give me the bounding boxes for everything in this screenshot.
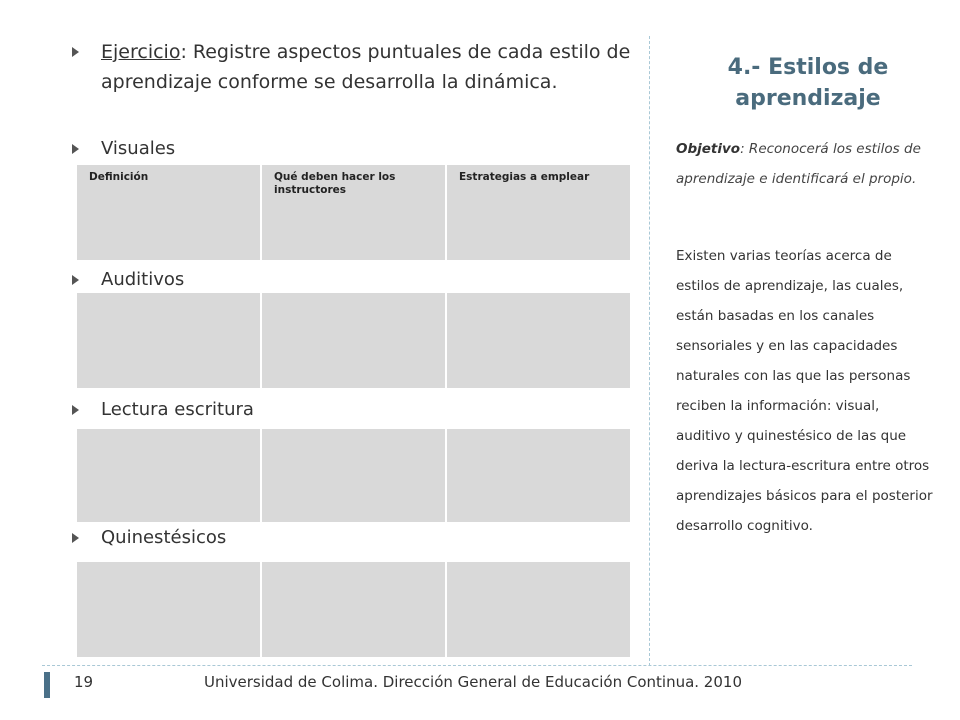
table-cell: [262, 562, 445, 657]
section-label: Auditivos: [101, 269, 185, 290]
body-paragraph: Existen varias teorías acerca de estilos de aprendizaje, las cuales, están basadas en los canales sensoriales y en las capacidades naturales con las que las personas reciben la información: visual, auditivo y quinestésico de las que deriva la lectura-escritura entre otros aprendizajes básicos para el posterior desarrollo cognitivo.: [676, 248, 933, 534]
table-cell: [262, 429, 445, 522]
bullet-triangle-icon: [72, 524, 82, 552]
vertical-divider: [649, 36, 650, 666]
exercise-instruction: : Registre aspectos puntuales de cada estilo de aprendizaje conforme se desarrolla la dinámica.: [101, 41, 631, 93]
page-number: 19: [74, 673, 94, 691]
table-visuales: [77, 165, 630, 260]
footer-accent-bar: [44, 672, 50, 698]
table-cell: [77, 293, 260, 388]
bullet-triangle-icon: [72, 396, 82, 424]
table-lectura-escritura: [77, 429, 630, 522]
table-quinestesicos: [77, 562, 630, 657]
bullet-triangle-icon: [72, 135, 82, 163]
table-header-estrategias: Estrategias a emplear: [447, 165, 630, 260]
bullet-triangle-icon: [72, 266, 82, 294]
objective-description: : Reconocerá los estilos de aprendizaje e identificará el propio.: [676, 141, 921, 187]
table-cell: [77, 429, 260, 522]
objective-text: [676, 134, 934, 194]
section-label: Visuales: [101, 138, 176, 159]
footer-divider: [42, 665, 912, 666]
bullet-triangle-icon: [72, 38, 82, 66]
table-cell: [447, 429, 630, 522]
section-label: Quinestésicos: [101, 527, 227, 548]
table-cell: [447, 293, 630, 388]
table-auditivos: [77, 293, 630, 388]
objective-label: Objetivo: [676, 141, 741, 157]
footer-text: Universidad de Colima. Dirección General de Educación Continua. 2010: [204, 673, 742, 691]
exercise-text: [101, 37, 631, 97]
section-label: Lectura escritura: [101, 399, 254, 420]
table-header-instructores: Qué deben hacer los instructores: [262, 165, 445, 260]
table-header-definicion: Definición: [77, 165, 260, 260]
table-cell: [447, 562, 630, 657]
slide-title: 4.- Estilos de aprendizaje: [727, 55, 889, 111]
table-cell: [77, 562, 260, 657]
exercise-keyword: Ejercicio: [101, 41, 181, 63]
table-cell: [262, 293, 445, 388]
